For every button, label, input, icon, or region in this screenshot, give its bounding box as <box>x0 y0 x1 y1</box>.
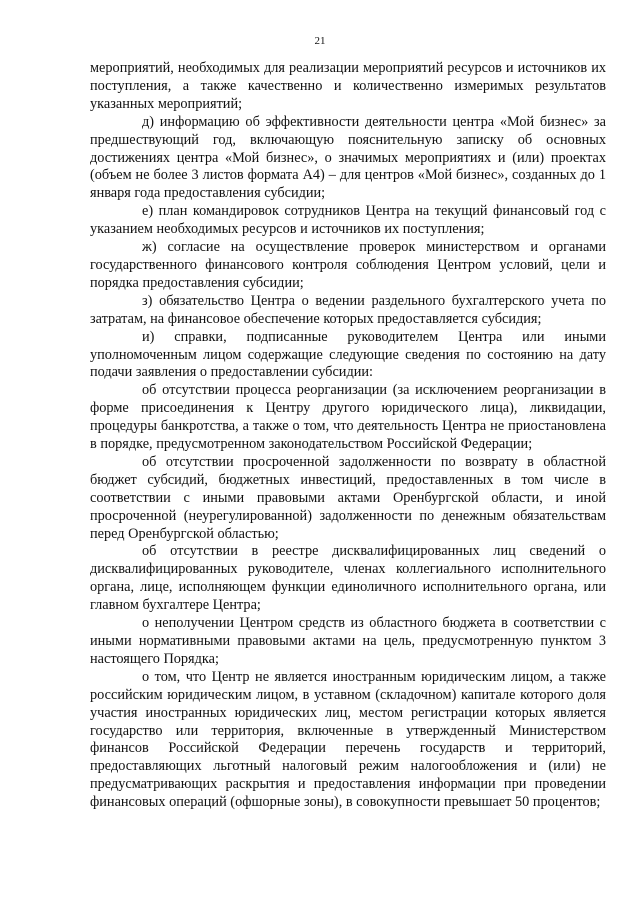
paragraph: о том, что Центр не является иностранным юридическим лицом, а также российским юридическим лицом, в уставном (складочном) капитале которого доля участия иностранных юридических лиц, местом регистрации которых является государство или территория, включенные в утвержденный Министерством финансов Российской Федерации перечень государств и территорий, предоставляющих льготный налоговый режим налогообложения и (или) не предусматривающих раскрытия и предоставления информации при проведении финансовых операций (офшорные зоны), в совокупности превышает 50 процентов; <box>90 668 606 811</box>
paragraph: д) информацию об эффективности деятельности центра «Мой бизнес» за предшествующий год, включающую пояснительную записку об основных достижениях центра «Мой бизнес», о значимых мероприятиях и (или) проектах (объем не более 3 листов формата А4) – для центров «Мой бизнес», созданных до 1 января года предоставления субсидии; <box>90 113 606 202</box>
paragraph: з) обязательство Центра о ведении раздельного бухгалтерского учета по затратам, на финансовое обеспечение которых предоставляется субсидия; <box>90 292 606 327</box>
document-body <box>90 60 606 812</box>
paragraph: об отсутствии в реестре дисквалифицированных лиц сведений о дисквалифицированных руководителе, членах коллегиального исполнительного органа, лице, исполняющем функции единоличного исполнительного органа, или главном бухгалтере Центра; <box>90 543 606 614</box>
paragraph: и) справки, подписанные руководителем Центра или иными уполномоченным лицом содержащие следующие сведения по состоянию на дату подачи заявления о предоставлении субсидии: <box>90 328 606 381</box>
paragraph: мероприятий, необходимых для реализации мероприятий ресурсов и источников их поступления, а также качественно и количественно измеримых результатов указанных мероприятий; <box>90 60 606 112</box>
paragraph: об отсутствии просроченной задолженности по возврату в областной бюджет субсидий, бюджетных инвестиций, предоставленных в том числе в соответствии с иными правовыми актами Оренбургской области, и иной просроченной (неурегулированной) задолженности по денежным обязательствам перед Оренбургской областью; <box>90 453 606 542</box>
page-number: 21 <box>314 35 326 47</box>
paragraph: об отсутствии процесса реорганизации (за исключением реорганизации в форме присоединения к Центру другого юридического лица), ликвидации, процедуры банкротства, а также о том, что деятельность Центра не приостановлена в порядке, предусмотренном законодательством Российской Федерации; <box>90 382 606 453</box>
paragraph: ж) согласие на осуществление проверок министерством и органами государственного финансового контроля соблюдения Центром условий, цели и порядка предоставления субсидии; <box>90 239 606 291</box>
paragraph: е) план командировок сотрудников Центра на текущий финансовый год с указанием необходимых ресурсов и источников их поступления; <box>90 203 606 238</box>
paragraph: о неполучении Центром средств из областного бюджета в соответствии с иными нормативными правовыми актами на цель, предусмотренную пунктом 3 настоящего Порядка; <box>90 615 606 667</box>
